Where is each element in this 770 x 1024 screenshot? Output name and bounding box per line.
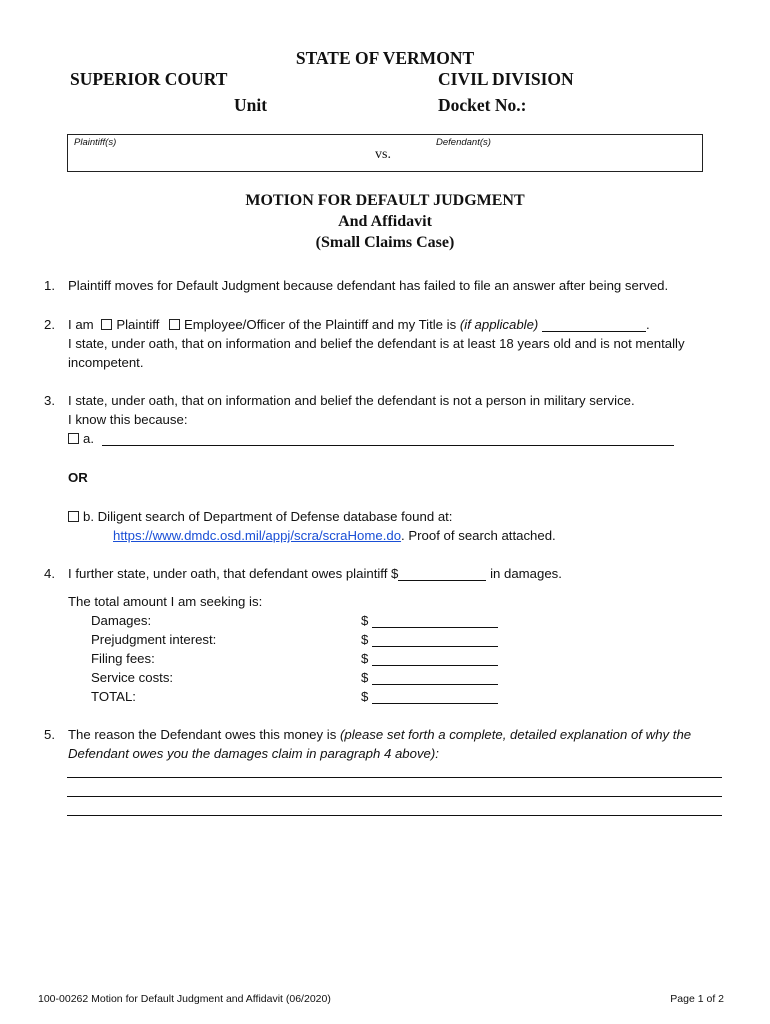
total-amount-intro: The total amount I am seeking is: [68, 594, 263, 609]
item-3-number: 3. [44, 393, 55, 408]
oath-age-text: I state, under oath, that on information and belief the defendant is at least 18 years old and is not mentally [68, 336, 685, 351]
reason-instruction: (please set forth a complete, detailed explanation of why the [339, 727, 692, 742]
state-heading: STATE OF VERMONT [295, 48, 475, 68]
prejudgment-interest-label: Prejudgment interest: [91, 632, 217, 647]
versus-label: vs. [375, 147, 391, 162]
period: . [645, 317, 650, 332]
damages-amount-row [361, 611, 498, 630]
total-row [361, 687, 498, 706]
damages-owed-row [68, 564, 562, 583]
filing-fees-blank[interactable] [372, 652, 498, 666]
reason-blank-line-2[interactable] [67, 796, 722, 797]
i-am-label: I am [68, 317, 94, 332]
title-blank-line[interactable] [542, 318, 646, 332]
know-because-label: I know this because: [68, 412, 188, 427]
court-name: SUPERIOR COURT [70, 69, 228, 89]
form-identifier: 100-00262 Motion for Default Judgment and Affidavit (06/2020) [38, 993, 331, 1005]
filing-fees-row [361, 649, 498, 668]
military-statement: I state, under oath, that on information and belief the defendant is not a person in military service. [68, 393, 635, 408]
page-number: Page 1 of 2 [670, 993, 724, 1005]
item-2-line [68, 315, 650, 334]
reason-row [68, 725, 691, 744]
plaintiff-checkbox[interactable] [101, 319, 112, 330]
option-b-row [68, 507, 452, 526]
option-a-checkbox[interactable] [68, 433, 79, 444]
case-caption-box[interactable] [67, 134, 703, 172]
defendant-field-label: Defendant(s) [436, 137, 491, 148]
total-label: TOTAL: [91, 689, 136, 704]
reason-text: The reason the Defendant owes this money is [68, 727, 340, 742]
option-a-row [68, 429, 674, 448]
item-1-number: 1. [44, 278, 55, 293]
plaintiff-field-label: Plaintiff(s) [74, 137, 117, 148]
damages-owed-text: I further state, under oath, that defendant owes plaintiff $ [68, 566, 399, 581]
prejudgment-interest-row [361, 630, 498, 649]
docket-label: Docket No.: [438, 95, 527, 115]
currency-symbol: $ [361, 651, 369, 666]
dod-database-link[interactable]: https://www.dmdc.osd.mil/appj/scra/scraHome.do [113, 528, 402, 543]
item-4-number: 4. [44, 566, 55, 581]
reason-instruction-cont: Defendant owes you the damages claim in paragraph 4 above): [68, 746, 439, 761]
dod-link-row [113, 526, 556, 545]
total-blank[interactable] [372, 690, 498, 704]
employee-checkbox[interactable] [169, 319, 180, 330]
division-name: CIVIL DIVISION [438, 69, 574, 89]
option-b-label: b. Diligent search of Department of Defense database found at: [83, 509, 453, 524]
employee-option-label: Employee/Officer of the Plaintiff and my Title is [184, 317, 457, 332]
damages-label: Damages: [91, 613, 152, 628]
currency-symbol: $ [361, 613, 369, 628]
reason-blank-line-3[interactable] [67, 815, 722, 816]
damages-amount-blank[interactable] [372, 614, 498, 628]
option-a-blank-line[interactable] [102, 432, 674, 446]
item-2-number: 2. [44, 317, 55, 332]
oath-age-text-cont: incompetent. [68, 355, 144, 370]
damages-owed-blank[interactable] [398, 567, 486, 581]
unit-label: Unit [234, 95, 268, 115]
damages-owed-suffix: in damages. [486, 566, 562, 581]
item-5-number: 5. [44, 727, 55, 742]
option-a-label: a. [83, 431, 94, 446]
or-label: OR [68, 470, 88, 485]
service-costs-label: Service costs: [91, 670, 174, 685]
currency-symbol: $ [361, 670, 369, 685]
currency-symbol: $ [361, 689, 369, 704]
form-subtitle: And Affidavit [338, 213, 432, 230]
form-case-type: (Small Claims Case) [315, 234, 455, 251]
filing-fees-label: Filing fees: [91, 651, 155, 666]
item-1-text: Plaintiff moves for Default Judgment because defendant has failed to file an answer after being served. [68, 278, 669, 293]
currency-symbol: $ [361, 632, 369, 647]
reason-blank-line-1[interactable] [67, 777, 722, 778]
option-b-checkbox[interactable] [68, 511, 79, 522]
form-title: MOTION FOR DEFAULT JUDGMENT [245, 192, 525, 209]
service-costs-blank[interactable] [372, 671, 498, 685]
proof-attached-text: . Proof of search attached. [401, 528, 556, 543]
plaintiff-option-label: Plaintiff [116, 317, 160, 332]
prejudgment-interest-blank[interactable] [372, 633, 498, 647]
if-applicable-note: (if applicable) [459, 317, 539, 332]
service-costs-row [361, 668, 498, 687]
